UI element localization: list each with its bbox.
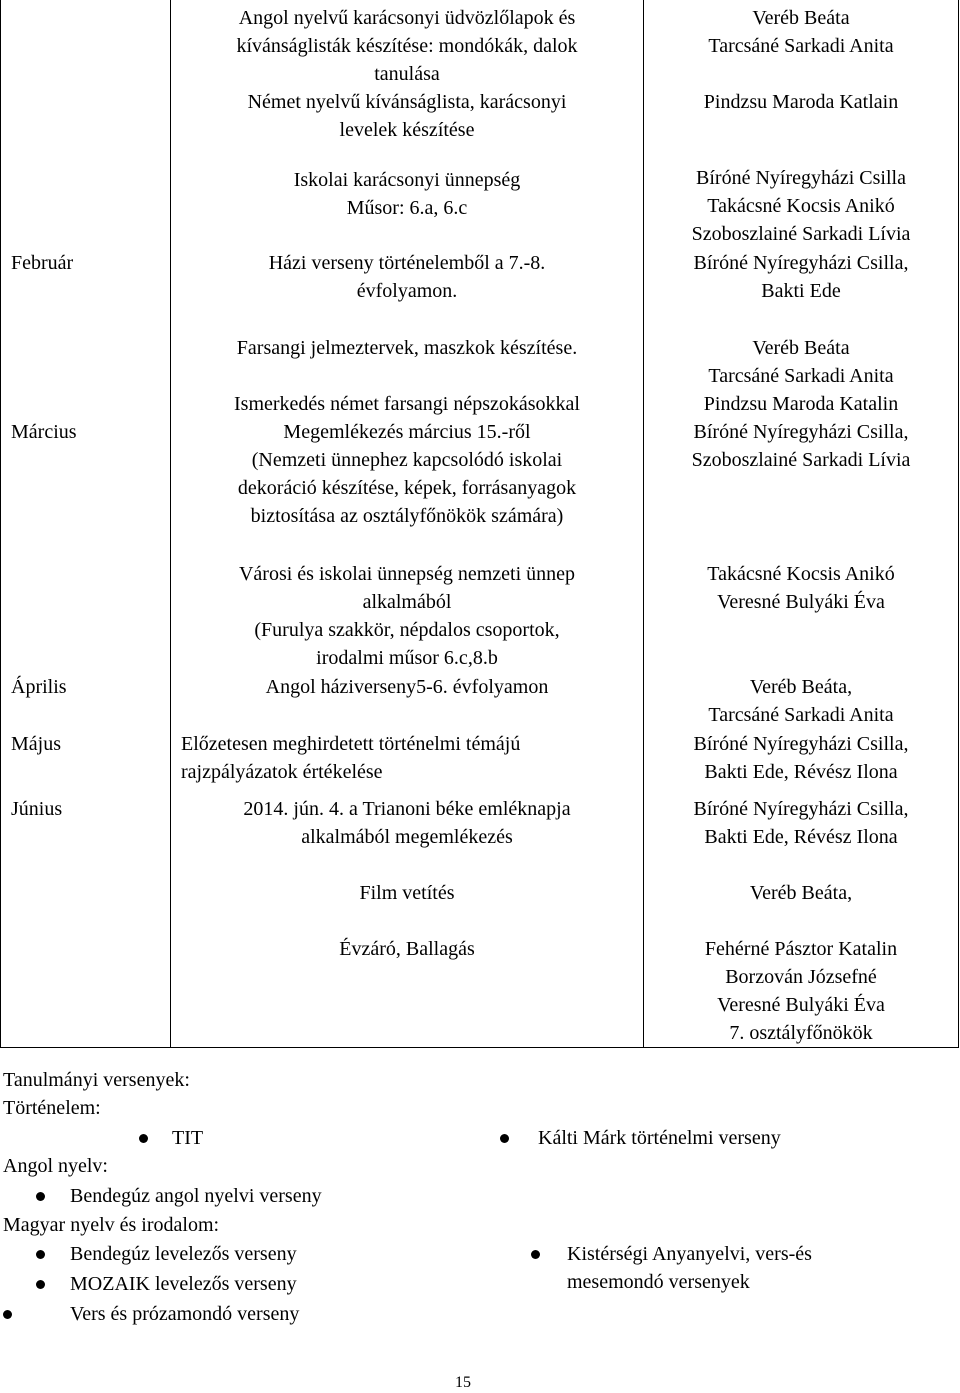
table-border-bottom [0, 1047, 959, 1048]
activity-line: irodalmi műsor 6.c,8.b [316, 647, 498, 669]
bullet-icon [36, 1192, 45, 1201]
list-item: Bendegúz angol nyelvi verseny [70, 1185, 322, 1207]
activity-line: Házi verseny történelemből a 7.-8. [268, 252, 546, 274]
responsible-line: Bakti Ede, Révész Ilona [704, 761, 898, 783]
responsible-line: Veréb Beáta, [749, 676, 853, 698]
responsible-line: Takácsné Kocsis Anikó [707, 195, 895, 217]
activity-line: levelek készítése [339, 119, 475, 141]
responsible-line: Szoboszlainé Sarkadi Lívia [691, 449, 911, 471]
responsible-line: Fehérné Pásztor Katalin [704, 938, 898, 960]
list-item: MOZAIK levelezős verseny [70, 1273, 297, 1295]
activity-line: rajzpályázatok értékelése [181, 761, 383, 783]
list-item: Vers és prózamondó verseny [70, 1303, 300, 1325]
list-item: Kálti Márk történelmi verseny [538, 1127, 781, 1149]
responsible-line: Borzován Józsefné [725, 966, 877, 988]
bullet-icon [36, 1280, 45, 1289]
responsible-line: Bakti Ede, Révész Ilona [704, 826, 898, 848]
responsible-line: Bíróné Nyíregyházi Csilla [696, 167, 906, 189]
activity-line: Film vetítés [359, 882, 455, 904]
page-number: 15 [455, 1374, 471, 1391]
month-label: Március [11, 421, 77, 443]
activity-line: dekoráció készítése, képek, forrásanyagok [237, 477, 577, 499]
bullet-icon [500, 1134, 509, 1143]
activity-line: (Nemzeti ünnephez kapcsolódó iskolai [251, 449, 563, 471]
responsible-line: Pindzsu Maroda Katlain [703, 91, 899, 113]
table-border-left [0, 0, 1, 1048]
activity-line: tanulása [374, 63, 440, 85]
activity-line: Angol nyelvű karácsonyi üdvözlőlapok és [238, 7, 576, 29]
responsible-line: Bakti Ede [761, 280, 841, 302]
responsible-line: Szoboszlainé Sarkadi Lívia [691, 223, 911, 245]
month-label: Április [11, 676, 67, 698]
responsible-line: Bíróné Nyíregyházi Csilla, [693, 421, 909, 443]
english-label: Angol nyelv: [3, 1155, 108, 1177]
responsible-line: Tarcsáné Sarkadi Anita [708, 35, 894, 57]
responsible-line: Tarcsáné Sarkadi Anita [708, 365, 894, 387]
responsible-line: Veréb Beáta, [749, 882, 853, 904]
responsible-line: Bíróné Nyíregyházi Csilla, [693, 733, 909, 755]
bullet-icon [36, 1250, 45, 1259]
list-item: Bendegúz levelezős verseny [70, 1243, 297, 1265]
responsible-line: Bíróné Nyíregyházi Csilla, [693, 798, 909, 820]
month-label: Június [11, 798, 63, 820]
responsible-line: Pindzsu Maroda Katalin [703, 393, 899, 415]
list-item: mesemondó versenyek [567, 1271, 750, 1293]
responsible-line: Takácsné Kocsis Anikó [707, 563, 895, 585]
responsible-line: 7. osztályfőnökök [729, 1022, 873, 1044]
responsible-line: Tarcsáné Sarkadi Anita [708, 704, 894, 726]
activity-line: Megemlékezés március 15.-ről [283, 421, 531, 443]
activity-line: Előzetesen meghirdetett történelmi témájú [181, 733, 521, 755]
bullet-icon [3, 1310, 12, 1319]
activity-line: Angol háziverseny5-6. évfolyamon [265, 676, 549, 698]
activity-line: 2014. jún. 4. a Trianoni béke emléknapja [243, 798, 571, 820]
activity-line: Farsangi jelmeztervek, maszkok készítése. [236, 337, 578, 359]
activity-line: alkalmából megemlékezés [301, 826, 513, 848]
history-label: Történelem: [3, 1097, 101, 1119]
bullet-icon [139, 1134, 148, 1143]
activity-line: alkalmából [362, 591, 452, 613]
responsible-line: Veréb Beáta [752, 337, 850, 359]
activity-line: Műsor: 6.a, 6.c [346, 197, 468, 219]
activity-line: Évzáró, Ballagás [339, 938, 475, 960]
bullet-icon [531, 1250, 540, 1259]
activity-line: Ismerkedés német farsangi népszokásokkal [234, 393, 580, 415]
competitions-heading: Tanulmányi versenyek: [3, 1069, 190, 1091]
table-border-right [958, 0, 959, 1048]
responsible-line: Veresné Bulyáki Éva [717, 591, 885, 613]
activity-line: Német nyelvű kívánságlista, karácsonyi [247, 91, 567, 113]
activity-line: kívánságlisták készítése: mondókák, dalok [236, 35, 578, 57]
activity-line: biztosítása az osztályfőnökök számára) [250, 505, 564, 527]
month-label: Február [11, 252, 74, 274]
activity-line: Iskolai karácsonyi ünnepség [293, 169, 521, 191]
responsible-line: Veréb Beáta [752, 7, 850, 29]
activity-line: (Furulya szakkör, népdalos csoportok, [254, 619, 560, 641]
list-item: Kistérségi Anyanyelvi, vers-és [567, 1243, 812, 1265]
responsible-line: Bíróné Nyíregyházi Csilla, [693, 252, 909, 274]
month-label: Május [11, 733, 61, 755]
responsible-line: Veresné Bulyáki Éva [717, 994, 885, 1016]
hungarian-label: Magyar nyelv és irodalom: [3, 1214, 220, 1236]
list-item: TIT [172, 1127, 204, 1149]
activity-line: Városi és iskolai ünnepség nemzeti ünnep [238, 563, 576, 585]
activity-line: évfolyamon. [356, 280, 458, 302]
